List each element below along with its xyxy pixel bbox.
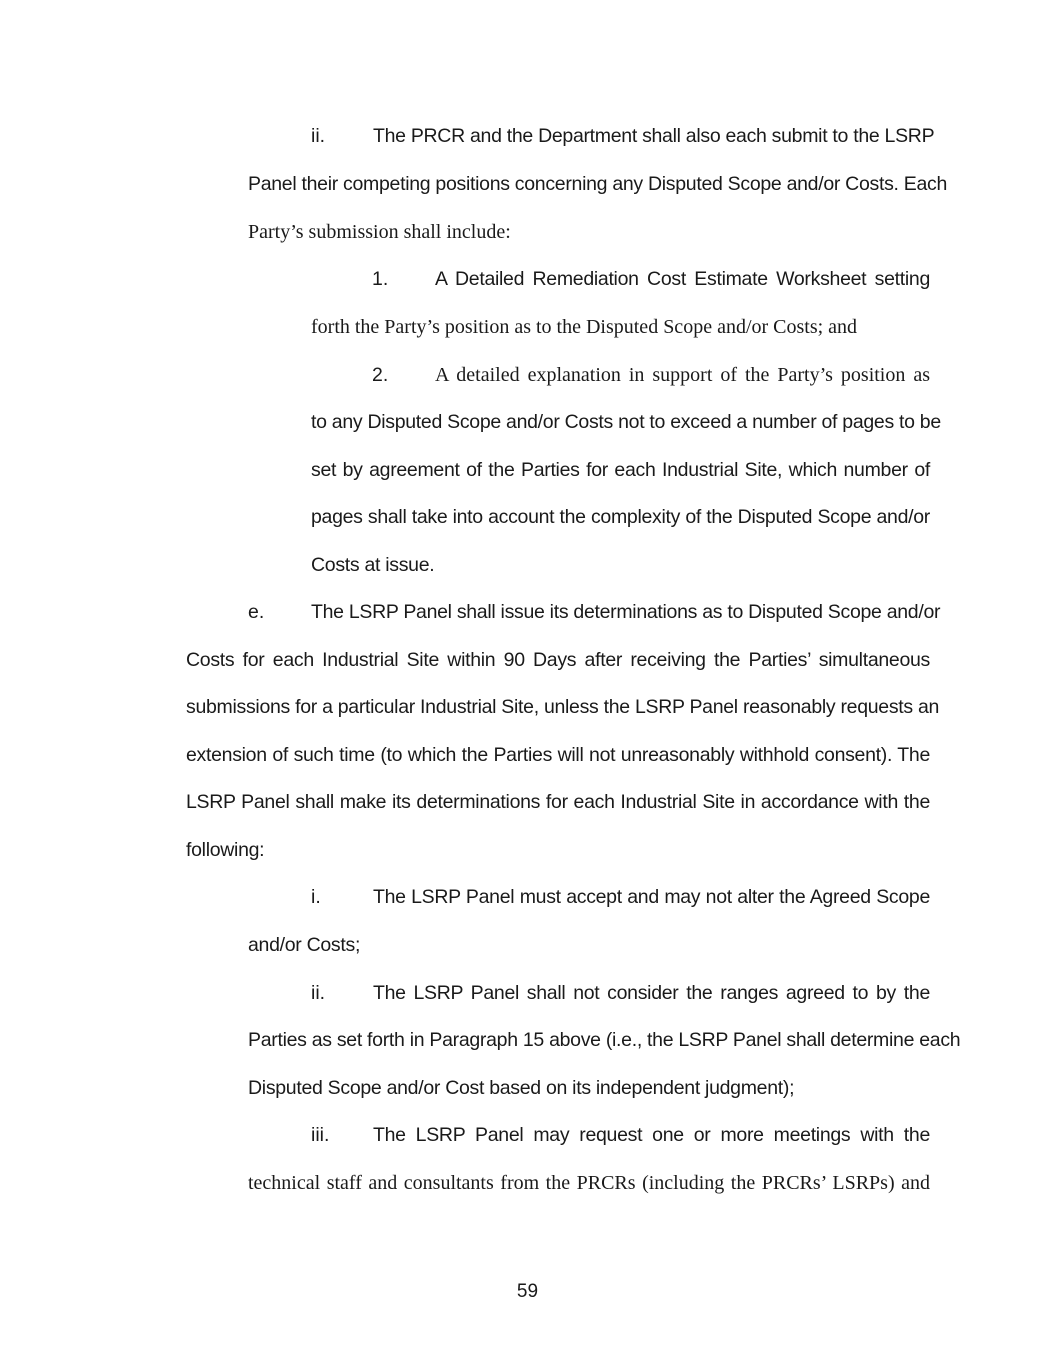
list-marker: iii.	[311, 1124, 330, 1146]
page-number: 59	[516, 1281, 539, 1302]
text-line: technical staff and consultants from the PRCRs (including the PRCRs’ LSRPs) and	[248, 1172, 930, 1194]
text-line: The LSRP Panel must accept and may not alter the Agreed Scope	[373, 886, 930, 908]
text-line: Parties as set forth in Paragraph 15 above (i.e., the LSRP Panel shall determine each	[248, 1029, 961, 1051]
text-line: forth the Party’s position as to the Disputed Scope and/or Costs; and	[311, 316, 858, 338]
text-line: The LSRP Panel shall issue its determinations as to Disputed Scope and/or	[311, 601, 941, 623]
text-line: and/or Costs;	[248, 934, 361, 956]
text-line: to any Disputed Scope and/or Costs not to exceed a number of pages to be	[311, 411, 941, 433]
list-marker: e.	[248, 601, 265, 623]
text-line: following:	[186, 839, 265, 861]
text-line: A detailed explanation in support of the Party’s position as	[435, 364, 930, 386]
text-line: set by agreement of the Parties for each Industrial Site, which number of	[311, 459, 930, 481]
text-line: Disputed Scope and/or Cost based on its independent judgment);	[248, 1077, 795, 1099]
text-line: Costs for each Industrial Site within 90 Days after receiving the Parties’ simultaneous	[186, 649, 930, 671]
text-line: submissions for a particular Industrial Site, unless the LSRP Panel reasonably requests an	[186, 696, 940, 718]
text-line: The PRCR and the Department shall also each submit to the LSRP	[373, 125, 935, 147]
text-line: The LSRP Panel shall not consider the ranges agreed to by the	[373, 982, 930, 1004]
list-marker: ii.	[311, 982, 326, 1004]
text-line: LSRP Panel shall make its determinations for each Industrial Site in accordance with the	[186, 791, 930, 813]
text-line: A Detailed Remediation Cost Estimate Worksheet setting	[435, 268, 930, 290]
text-line: The LSRP Panel may request one or more meetings with the	[373, 1124, 930, 1146]
text-line: Costs at issue.	[311, 554, 435, 576]
list-marker: ii.	[311, 125, 326, 147]
text-line: Panel their competing positions concerning any Disputed Scope and/or Costs. Each	[248, 173, 948, 195]
list-marker: 1.	[372, 268, 389, 290]
list-marker: 2.	[372, 364, 389, 386]
text-line: extension of such time (to which the Parties will not unreasonably withhold consent). The	[186, 744, 930, 766]
text-line: pages shall take into account the complexity of the Disputed Scope and/or	[311, 506, 930, 528]
list-marker: i.	[311, 886, 321, 908]
text-line: Party’s submission shall include:	[248, 221, 511, 243]
